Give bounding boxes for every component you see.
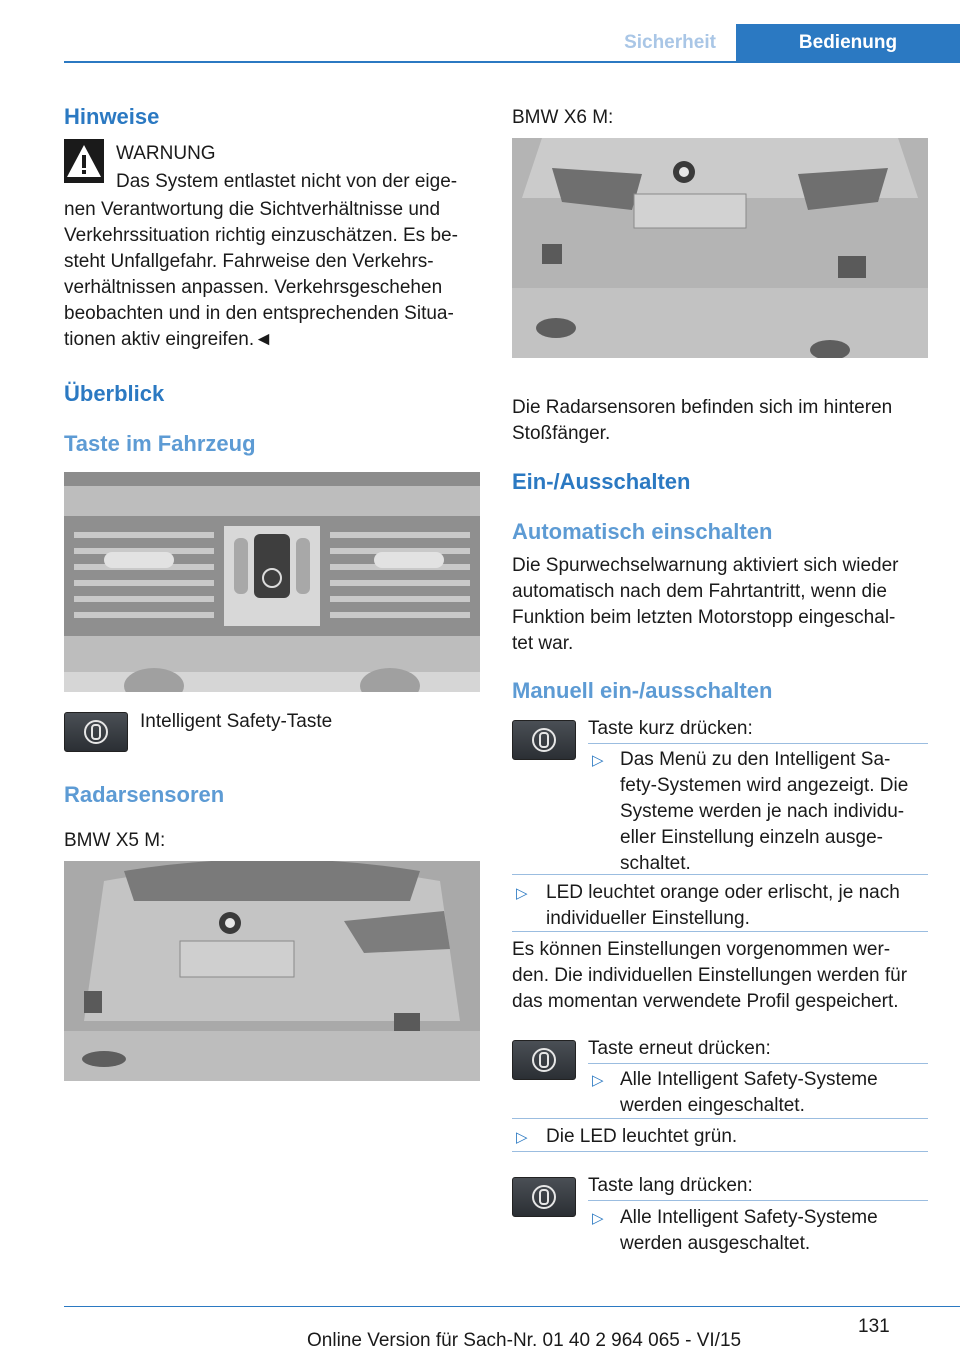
heading-radarsensoren: Radarsensoren — [64, 782, 225, 807]
erneut-b1-line-2: werden eingeschaltet. — [620, 1095, 805, 1116]
erneut-b1-line-1: Alle Intelligent Safety-Systeme — [620, 1069, 878, 1090]
triangle-bullet-icon: ▷ — [516, 885, 528, 902]
warning-line-3: Verkehrssituation richtig einzuschätzen. Es be- — [64, 225, 458, 246]
einst-line-2: den. Die individuellen Einstellungen werden für — [512, 965, 908, 986]
kurz-b1-line-4: eller Einstellung einzeln ausge- — [620, 827, 883, 848]
list-separator — [588, 1063, 928, 1064]
intelligent-safety-button-icon — [512, 1177, 576, 1217]
radar-text-line-2: Stoßfänger. — [512, 423, 611, 444]
lang-b1-line-1: Alle Intelligent Safety-Systeme — [620, 1207, 878, 1228]
bmw-x5-rear-photo — [64, 861, 480, 1081]
taste-label: Intelligent Safety-Taste — [140, 711, 333, 732]
footer-version-text: Online Version für Sach-Nr. 01 40 2 964 065 - VI/15 — [307, 1330, 742, 1351]
heading-hinweise: Hinweise — [64, 104, 160, 129]
dashboard-button-photo — [64, 472, 480, 692]
erneut-b2: Die LED leuchtet grün. — [546, 1126, 738, 1147]
list-separator — [588, 743, 928, 744]
list-separator — [512, 931, 928, 932]
tab-bedienung[interactable]: Bedienung — [736, 24, 960, 61]
warning-line-5: verhältnissen anpassen. Verkehrsgeschehen — [64, 277, 443, 298]
triangle-bullet-icon: ▷ — [592, 1210, 604, 1227]
auto-text-line-3: Funktion beim letzten Motorstopp eingeschal- — [512, 607, 896, 628]
erneut-label: Taste erneut drücken: — [588, 1038, 771, 1059]
list-separator — [512, 1151, 928, 1152]
list-separator — [588, 1200, 928, 1201]
triangle-bullet-icon: ▷ — [592, 752, 604, 769]
warning-line-7: tionen aktiv eingreifen.◄ — [64, 329, 273, 350]
warning-line-4: steht Unfallgefahr. Fahrweise den Verkehrs- — [64, 251, 434, 272]
triangle-bullet-icon: ▷ — [516, 1129, 528, 1146]
kurz-b2-line-1: LED leuchtet orange oder erlischt, je nach — [546, 882, 900, 903]
auto-text-line-1: Die Spurwechselwarnung aktiviert sich wieder — [512, 555, 899, 576]
heading-ueberblick: Überblick — [64, 381, 165, 406]
einst-line-1: Es können Einstellungen vorgenommen wer- — [512, 939, 891, 960]
tab-sicherheit[interactable]: Sicherheit — [605, 24, 735, 61]
kurz-b1-line-2: fety-Systemen wird angezeigt. Die — [620, 775, 909, 796]
warning-line-2: nen Verantwortung die Sichtverhältnisse und — [64, 199, 441, 220]
kurz-b1-line-5: schaltet. — [620, 853, 691, 874]
warning-line-6: beobachten und in den entsprechenden Situa- — [64, 303, 454, 324]
kurz-b1-line-3: Systeme werden je nach individu- — [620, 801, 905, 822]
footer-rule — [64, 1306, 960, 1307]
list-separator — [512, 874, 928, 875]
bmw-x6-rear-photo — [512, 138, 928, 358]
heading-taste-im-fahrzeug: Taste im Fahrzeug — [64, 431, 256, 456]
intelligent-safety-button-icon — [64, 712, 128, 752]
kurz-b1-line-1: Das Menü zu den Intelligent Sa- — [620, 749, 891, 770]
intelligent-safety-button-icon — [512, 720, 576, 760]
heading-automatisch: Automatisch einschalten — [512, 519, 773, 544]
warning-line-1: Das System entlastet nicht von der eige- — [116, 171, 458, 192]
intelligent-safety-button-icon — [512, 1040, 576, 1080]
x6-label: BMW X6 M: — [512, 107, 614, 128]
warning-title: WARNUNG — [116, 143, 216, 164]
list-separator — [512, 1118, 928, 1119]
lang-b1-line-2: werden ausgeschaltet. — [620, 1233, 811, 1254]
x5-label: BMW X5 M: — [64, 830, 166, 851]
warning-triangle-icon — [64, 139, 104, 183]
auto-text-line-4: tet war. — [512, 633, 574, 654]
header-rule — [64, 61, 960, 63]
einst-line-3: das momentan verwendete Profil gespeichert. — [512, 991, 899, 1012]
kurz-label: Taste kurz drücken: — [588, 718, 753, 739]
heading-manuell: Manuell ein-/ausschalten — [512, 678, 773, 703]
radar-text-line-1: Die Radarsensoren befinden sich im hinteren — [512, 397, 893, 418]
kurz-b2-line-2: individueller Einstellung. — [546, 908, 750, 929]
lang-label: Taste lang drücken: — [588, 1175, 753, 1196]
auto-text-line-2: automatisch nach dem Fahrtantritt, wenn die — [512, 581, 887, 602]
triangle-bullet-icon: ▷ — [592, 1072, 604, 1089]
page-number: 131 — [858, 1316, 890, 1337]
heading-ein-ausschalten: Ein-/Ausschalten — [512, 469, 691, 494]
